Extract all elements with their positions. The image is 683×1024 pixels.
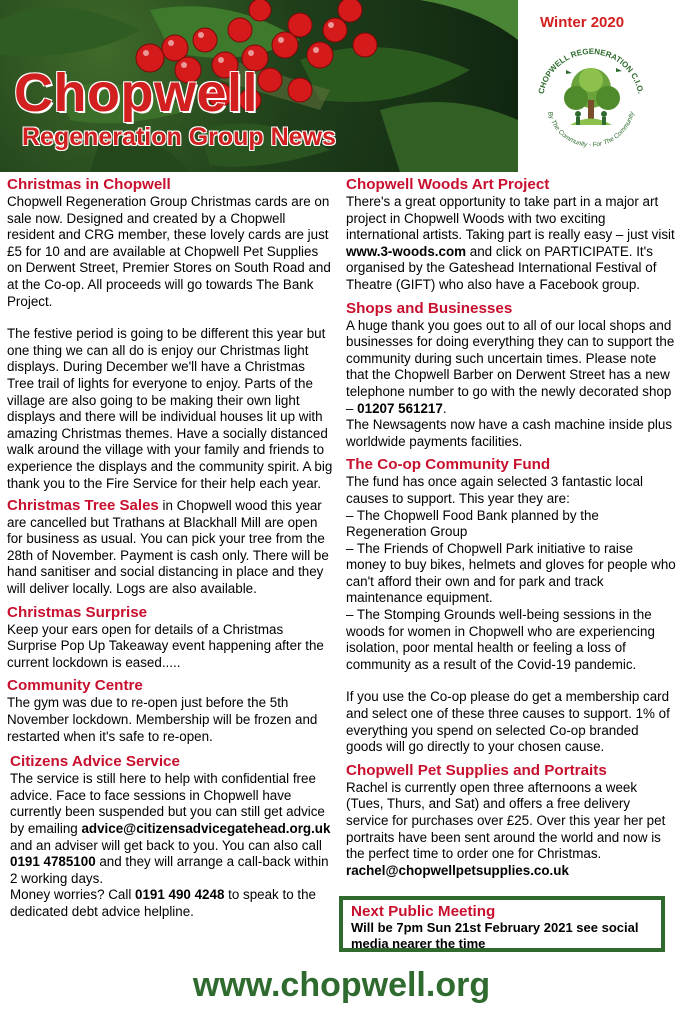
coop-fund-outro: If you use the Co-op please do get a membership card and select one of these three causes to support. 1% of everything you spend on selected Co-op branded goods will go directly to your chosen cause. xyxy=(346,689,670,755)
three-woods-link[interactable]: www.3-woods.com xyxy=(346,243,467,259)
tree-sales-section xyxy=(7,498,333,598)
community-centre-text: The gym was due to re-open just before the 5th November lockdown. Membership will be frozen and restarted when it's safe to re-open. xyxy=(7,695,318,744)
christmas-section xyxy=(7,176,333,492)
surprise-heading: Christmas Surprise xyxy=(7,603,148,621)
website-link[interactable]: www.chopwell.org xyxy=(192,966,491,1004)
svg-text:CHOPWELL REGENERATION C.I.O.: CHOPWELL REGENERATION C.I.O. xyxy=(536,46,646,95)
newsletter-title: Chopwell xyxy=(14,63,258,123)
next-meeting-text: Will be 7pm Sun 21st February 2021 see social media nearer the time xyxy=(351,920,639,951)
next-meeting-heading: Next Public Meeting xyxy=(351,903,496,920)
woods-art-section xyxy=(346,176,676,294)
right-column xyxy=(346,176,676,885)
shops-heading: Shops and Businesses xyxy=(346,299,513,317)
community-centre-heading: Community Centre xyxy=(7,677,143,695)
woods-art-heading: Chopwell Woods Art Project xyxy=(346,176,550,193)
coop-fund-section xyxy=(346,456,676,756)
christmas-cards-text: Chopwell Regeneration Group Christmas cards are on sale now. Designed and created by a Chopwell resident and CRG member, these lovely cards are just £5 for 10 and are available at Chopwell Pet Supplies on Derwent Street, Premier Stores on South Road and at the Co-op. All proceeds will go towards The Bank Project. xyxy=(7,194,331,309)
coop-cause-item: – The Friends of Chopwell Park initiative to raise money to buy bikes, helmets and gloves for people who can't afford their own and for park and track maintenance equipment. xyxy=(346,540,676,606)
issue-season: Winter 2020 xyxy=(540,14,625,31)
citizens-advice-heading: Citizens Advice Service xyxy=(10,753,180,771)
surprise-section xyxy=(7,604,333,672)
woods-art-text: There's a great opportunity to take part in a major art project in Chopwell Woods with two exciting international artists. Taking part is really easy – just visit www.3-woods.com and click on PARTICIPATE. It's organised by the Gateshead International Festival of Theatre (GIFT) who also have a Facebook group. xyxy=(346,194,675,292)
svg-text:By The Community - For The Com: By The Community - For The Community xyxy=(546,110,636,149)
coop-fund-intro: The fund has once again selected 3 fantastic local causes to support. This year they are: xyxy=(346,474,644,506)
christmas-heading: Christmas in Chopwell xyxy=(7,176,171,193)
newsagents-text: The Newsagents now have a cash machine inside plus worldwide payments facilities. xyxy=(346,417,673,449)
advice-phone: 0191 4785100 xyxy=(10,854,96,870)
surprise-text: Keep your ears open for details of a Christmas Surprise Pop Up Takeaway event happening after the current lockdown is eased..... xyxy=(7,621,324,670)
shops-section xyxy=(346,300,676,451)
citizens-advice-text: The service is still here to help with confidential free advice. Face to face sessions in Chopwell have currently been suspended but you can still get advice by emailing advice@citizensadvicegatehead.org.uk and an adviser will get back to you. You can also call 0191 4785100 and they will arrange a call-back within 2 working days. xyxy=(10,771,331,886)
citizens-advice-section xyxy=(7,753,333,920)
cio-logo xyxy=(526,40,656,170)
pet-supplies-heading: Chopwell Pet Supplies and Portraits xyxy=(346,761,607,779)
pet-supplies-section xyxy=(346,762,676,880)
pet-supplies-email-link[interactable]: rachel@chopwellpetsupplies.co.uk xyxy=(346,862,569,878)
barber-phone: 01207 561217 xyxy=(357,400,443,416)
community-centre-section xyxy=(7,677,333,745)
coop-cause-item: – The Chopwell Food Bank planned by the Regeneration Group xyxy=(346,507,599,540)
newsletter-subtitle: Regeneration Group News xyxy=(22,123,336,151)
shops-text: A huge thank you goes out to all of our local shops and businesses for doing everything they can to support the community during such uncertain times. Please note that the Chopwell Barber on Derwent Street has a new telephone number to go with the newly decorated shop – 01207 561217. xyxy=(346,317,675,416)
debt-advice-text: Money worries? Call 0191 490 4248 to speak to the dedicated debt advice helpline. xyxy=(10,887,316,919)
masthead xyxy=(0,0,683,172)
coop-cause-item: – The Stomping Grounds well-being sessions in the woods for women in Chopwell who are experiencing isolation, poor mental health or feeling a loss of community as a result of the Covid-19 pandemic. xyxy=(346,607,655,672)
pet-supplies-text: Rachel is currently open three afternoons a week (Tues, Thurs, and Sat) and offers a free delivery service for purchases over £25. Over this year her pet portraits have been sent around the world and now is the perfect time to order one for Christmas. xyxy=(346,779,666,862)
left-column xyxy=(7,176,333,927)
next-meeting-box xyxy=(339,896,665,952)
coop-fund-heading: The Co-op Community Fund xyxy=(346,456,551,474)
tree-sales-heading: Christmas Tree Sales xyxy=(7,497,159,515)
debt-advice-phone: 0191 490 4248 xyxy=(135,887,225,903)
christmas-lights-text: The festive period is going to be different this year but one thing we can all do is enjoy our Christmas light displays. During December we'll have a Christmas Tree trail of lights for everyone to enjoy. Parts of the village are also going to be making their own light displays and there will be individual houses lit up with amazing Christmas themes. Have a socially distanced walk around the village with your family and friends to experience the displays and the community spirit. A big thank you to the Fire Service for their help each year. xyxy=(7,326,333,491)
tree-sales-text: in Chopwell wood this year are cancelled but Trathans at Blackhall Mill are open for business as usual. You can pick your tree from the 28th of November. Payment is cash only. There will be hand sanitiser and social distancing in place and they will deliver locally. Logs are also available. xyxy=(7,498,329,597)
advice-email-link[interactable]: advice@citizensadvicegatehead.org.uk xyxy=(81,821,331,836)
